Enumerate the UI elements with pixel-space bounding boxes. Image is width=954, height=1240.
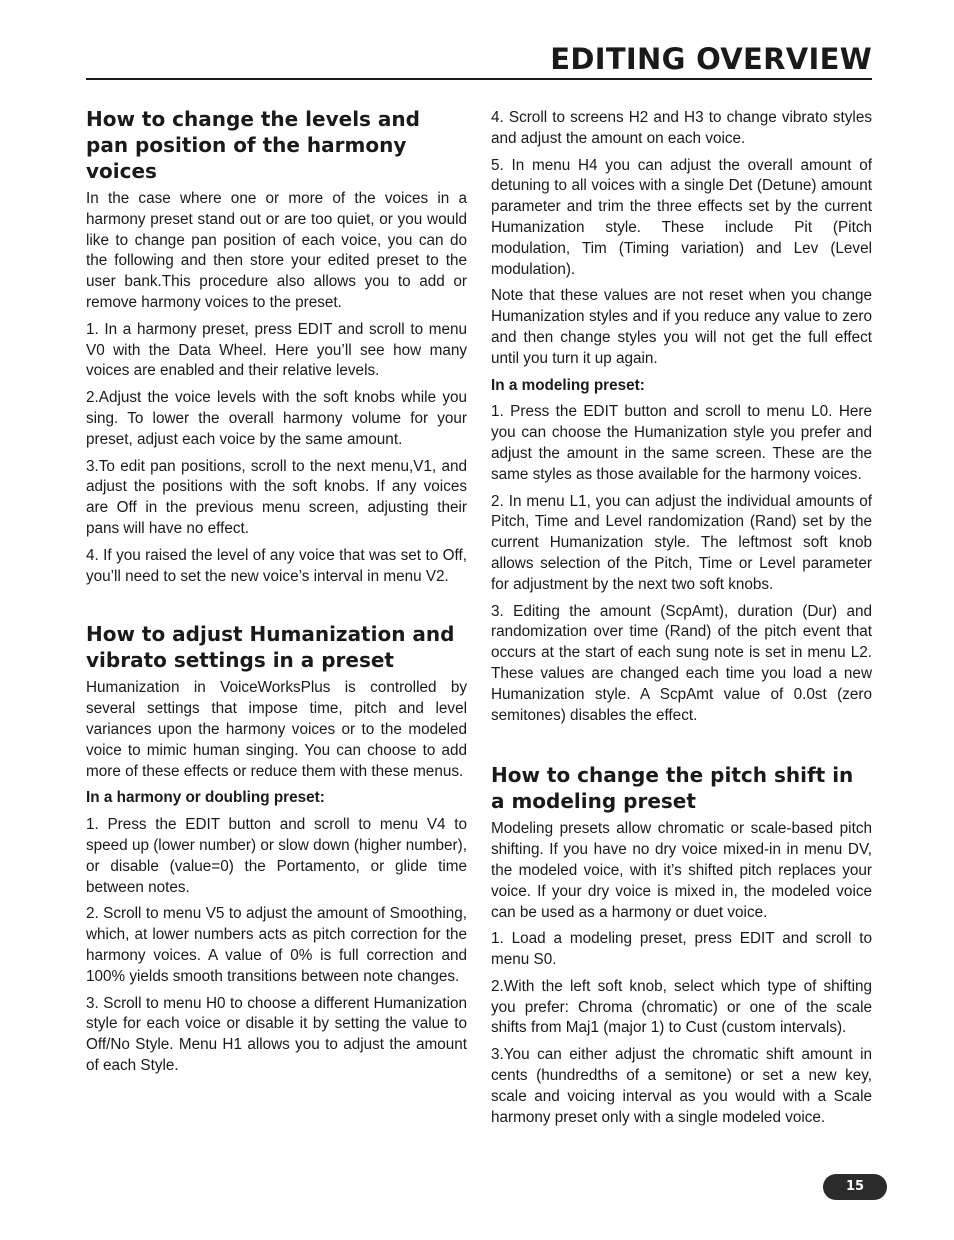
- step-paragraph: 1. Press the EDIT button and scroll to menu V4 to speed up (lower number) or slow down (higher number), or disable (value=0) the Portamento, or glide time between notes.: [86, 816, 467, 896]
- step-paragraph: 1. Load a modeling preset, press EDIT and scroll to menu S0.: [491, 930, 872, 969]
- paragraph: Modeling presets allow chromatic or scale-based pitch shifting. If you have no dry voice mixed-in in menu DV, the modeled voice, with it’s shifted pitch replaces your voice. If your dry voice is mixed in, the modeled voice can be used as a harmony or duet voice.: [491, 820, 872, 921]
- section-spacer: [86, 593, 467, 621]
- step-paragraph: 4. If you raised the level of any voice that was set to Off, you’ll need to set the new voice’s interval in menu V2.: [86, 546, 467, 585]
- step-paragraph: 4. Scroll to screens H2 and H3 to change vibrato styles and adjust the amount on each voice.: [491, 109, 872, 147]
- paragraph: Note that these values are not reset when you change Humanization styles and if you reduce any value to zero and then change styles you will not get the full effect until you turn it up again.: [491, 287, 872, 367]
- section-spacer: [491, 732, 872, 762]
- step-paragraph: 3.To edit pan positions, scroll to the next menu,V1, and adjust the positions with the soft knobs. If any voices are Off in the previous menu screen, adjusting their pans will have no effect.: [86, 457, 467, 537]
- step-paragraph: 2. In menu L1, you can adjust the individual amounts of Pitch, Time and Level randomization (Rand) set by the current Humanization style. The leftmost soft knob allows selection of the Pitch, Time or Level parameter for adjustment by the next two soft knobs.: [491, 492, 872, 593]
- paragraph: In the case where one or more of the voices in a harmony preset stand out or are too quiet, or you would like to change pan position of each voice, you can do the following and then store your edited preset to the user bank.This procedure also allows you to add or remove harmony voices to the preset.: [86, 190, 467, 311]
- page-number-badge: 15: [823, 1174, 887, 1200]
- step-paragraph: 3. Scroll to menu H0 to choose a different Humanization style for each voice or disable it by setting the value to Off/No Style. Menu H1 allows you to adjust the amount of each Style.: [86, 994, 467, 1074]
- step-paragraph: 2. Scroll to menu V5 to adjust the amount of Smoothing, which, at lower numbers acts as pitch correction for the harmony voices. A value of 0% is full correction and 100% yields smooth transitions between note changes.: [86, 905, 467, 985]
- left-column: [86, 106, 467, 1083]
- step-paragraph: 3.You can either adjust the chromatic shift amount in cents (hundredths of a semitone) or set a new key, scale and voicing interval as you would with a Scale harmony preset only with a single modeled voice.: [491, 1046, 872, 1126]
- step-paragraph: 2.With the left soft knob, select which type of shifting you prefer: Chroma (chromatic) or one of the scale shifts from Maj1 (major 1) to Cust (custom intervals).: [491, 977, 872, 1037]
- step-paragraph: 1. Press the EDIT button and scroll to menu L0. Here you can choose the Humanization style you prefer and adjust the amount in the same screen. These are the same styles as those available for the harmony voices.: [491, 403, 872, 483]
- page-title: EDITING OVERVIEW: [550, 42, 872, 76]
- step-paragraph: 1. In a harmony preset, press EDIT and scroll to menu V0 with the Data Wheel. Here you’ll see how many voices are enabled and their relative levels.: [86, 320, 467, 380]
- section-heading-pitch-shift: How to change the pitch shift in a modeling preset: [491, 763, 854, 814]
- step-paragraph: 2.Adjust the voice levels with the soft knobs while you sing. To lower the overall harmony volume for your preset, adjust each voice by the same amount.: [86, 389, 467, 448]
- subheading-harmony-doubling: In a harmony or doubling preset:: [86, 789, 325, 807]
- section-heading-humanization: How to adjust Humanization and vibrato settings in a preset: [86, 622, 455, 673]
- subheading-modeling: In a modeling preset:: [491, 376, 645, 394]
- step-paragraph: 3. Editing the amount (ScpAmt), duration (Dur) and randomization over time (Rand) of the pitch event that occurs at the start of each sung note is set in menu L2. These values are changed each time you load a new Humanization style. A ScpAmt value of 0.0st (zero semitones) disables the effect.: [491, 602, 872, 724]
- paragraph: Humanization in VoiceWorksPlus is controlled by several settings that impose time, pitch and level variances upon the harmony voices or to the modeled voice to mimic human singing. You can choose to add more of these effects or reduce them with these menus.: [86, 679, 467, 780]
- page-header: [86, 40, 872, 80]
- step-paragraph: 5. In menu H4 you can adjust the overall amount of detuning to all voices with a single Det (Detune) amount parameter and trim the three effects set by the current Humanization style. These include Pit (Pitch modulation, Tim (Timing variation) and Lev (Level modulation).: [491, 156, 872, 278]
- section-heading-levels-pan: How to change the levels and pan position of the harmony voices: [86, 107, 420, 183]
- right-column: [491, 108, 872, 1134]
